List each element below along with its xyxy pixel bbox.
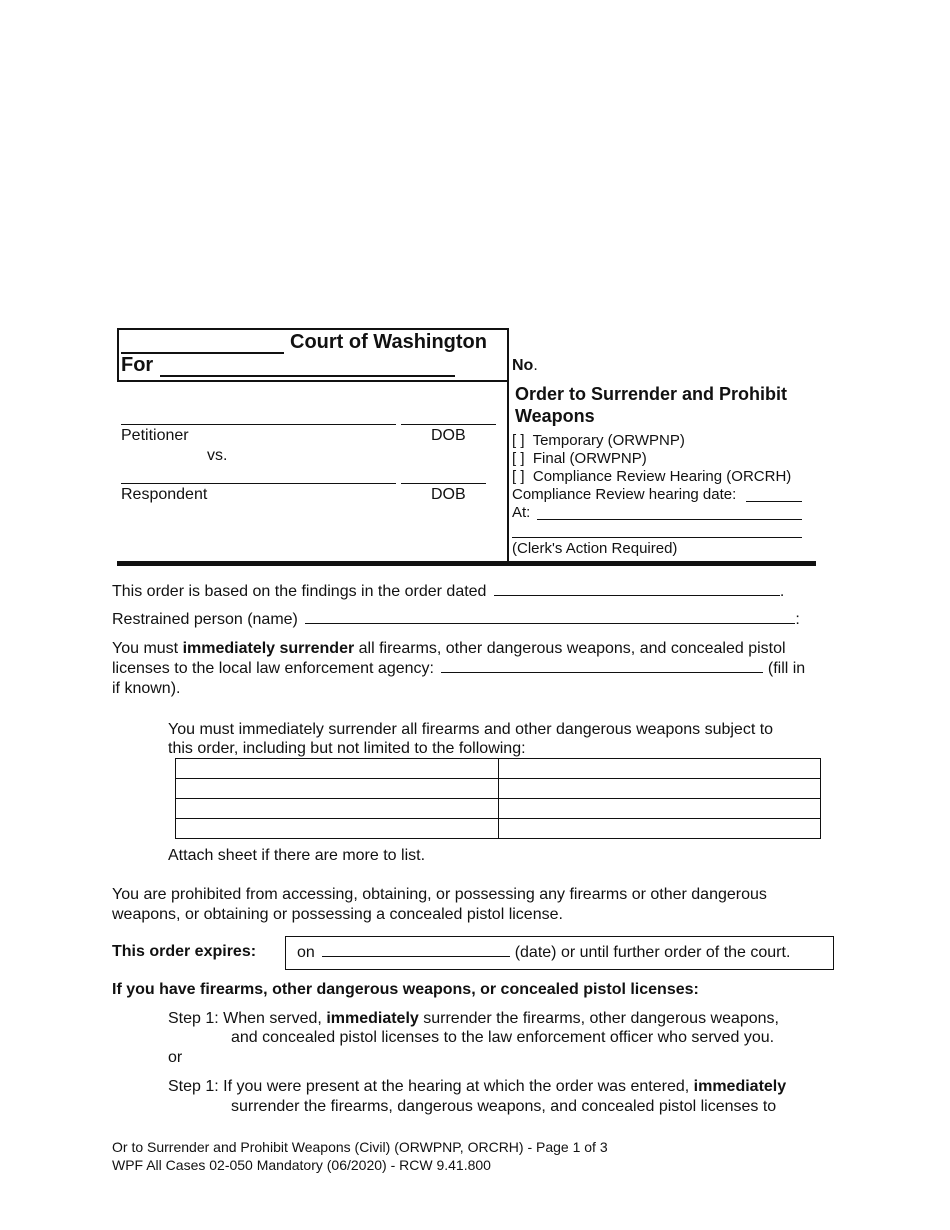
expires-rest: (date) or until further order of the court. xyxy=(514,944,791,961)
expires-row xyxy=(297,943,790,963)
option-final[interactable] xyxy=(512,450,647,467)
weapon-cell[interactable] xyxy=(176,779,499,799)
petitioner-name-blank[interactable] xyxy=(121,424,396,425)
weapon-cell[interactable] xyxy=(498,799,821,819)
surrender-fill: (fill in xyxy=(767,660,806,677)
checkbox-compliance[interactable]: [ ] xyxy=(512,468,525,485)
step1b-line2: surrender the firearms, dangerous weapons, and concealed pistol licenses to xyxy=(231,1098,777,1115)
checkbox-temporary[interactable]: [ ] xyxy=(512,432,525,449)
order-title-line1: Order to Surrender and Prohibit xyxy=(515,384,788,404)
findings-end: . xyxy=(779,583,785,600)
list-intro-1: You must immediately surrender all firearms and other dangerous weapons subject to xyxy=(168,721,774,738)
footer-line2: WPF All Cases 02-050 Mandatory (06/2020) - RCW 9.41.800 xyxy=(112,1157,491,1173)
restrained-label: Restrained person (name) xyxy=(112,611,298,628)
surrender-prefix: You must xyxy=(112,640,179,657)
weapon-cell[interactable] xyxy=(176,759,499,779)
expires-on: on xyxy=(297,944,315,961)
table-row xyxy=(176,779,821,799)
respondent-label: Respondent xyxy=(121,486,208,503)
step1b-line1 xyxy=(168,1077,786,1097)
table-row xyxy=(176,819,821,839)
option-temporary-label: Temporary (ORWPNP) xyxy=(532,432,685,449)
vs-label: vs. xyxy=(207,447,228,464)
step1a-line2: and concealed pistol licenses to the law enforcement officer who served you. xyxy=(231,1029,775,1046)
weapon-cell[interactable] xyxy=(498,819,821,839)
weapon-cell[interactable] xyxy=(498,779,821,799)
at-location-blank-2[interactable] xyxy=(512,537,802,538)
no-label: No xyxy=(512,357,534,374)
list-intro-2: this order, including but not limited to the following: xyxy=(168,740,526,757)
surrender-line1 xyxy=(112,639,786,659)
checkbox-final[interactable]: [ ] xyxy=(512,450,525,467)
petitioner-dob-blank[interactable] xyxy=(401,424,496,425)
footer-line1: Or to Surrender and Prohibit Weapons (Civil) (ORWPNP, ORCRH) - Page 1 of 3 xyxy=(112,1139,608,1155)
no-period: . xyxy=(533,357,538,374)
findings-row xyxy=(112,582,784,602)
surrender-line2 xyxy=(112,659,805,679)
weapons-table xyxy=(175,758,821,839)
clerk-note: (Clerk's Action Required) xyxy=(512,540,678,557)
expires-date-blank[interactable] xyxy=(322,956,510,957)
step1a-line1 xyxy=(168,1009,779,1029)
petitioner-label: Petitioner xyxy=(121,427,189,444)
compliance-date-blank[interactable] xyxy=(746,501,802,502)
option-compliance[interactable] xyxy=(512,468,791,485)
surrender-bold: immediately surrender xyxy=(182,640,355,657)
step1a-rest: surrender the firearms, other dangerous weapons, xyxy=(423,1010,779,1027)
option-final-label: Final (ORWPNP) xyxy=(532,450,647,467)
table-row xyxy=(176,759,821,779)
prohibited-1: You are prohibited from accessing, obtaining, or possessing any firearms or other dangerous xyxy=(112,886,767,903)
or-label: or xyxy=(168,1049,183,1066)
case-number-label xyxy=(512,357,538,375)
at-location-blank[interactable] xyxy=(537,519,802,520)
attach-note: Attach sheet if there are more to list. xyxy=(168,847,426,864)
for-label: For xyxy=(121,354,154,376)
step1a-bold: immediately xyxy=(326,1010,419,1027)
surrender-rest: all firearms, other dangerous weapons, and concealed pistol xyxy=(358,640,786,657)
caption-divider xyxy=(507,328,509,562)
petitioner-dob-label: DOB xyxy=(431,427,466,444)
compliance-date-label: Compliance Review hearing date: xyxy=(512,486,737,503)
if-you-have-heading: If you have firearms, other dangerous weapons, or concealed pistol licenses: xyxy=(112,981,699,998)
caption-bottom-rule xyxy=(117,561,816,566)
weapon-cell[interactable] xyxy=(498,759,821,779)
surrender-line3: if known). xyxy=(112,680,181,697)
court-title: Court of Washington xyxy=(290,331,487,353)
respondent-dob-blank[interactable] xyxy=(401,483,486,484)
respondent-name-blank[interactable] xyxy=(121,483,396,484)
step1b-bold: immediately xyxy=(693,1078,787,1095)
weapon-cell[interactable] xyxy=(176,819,499,839)
option-compliance-label: Compliance Review Hearing (ORCRH) xyxy=(532,468,792,485)
step1b-prefix: Step 1: If you were present at the hearing at which the order was entered, xyxy=(168,1078,690,1095)
prohibited-2: weapons, or obtaining or possessing a concealed pistol license. xyxy=(112,906,563,923)
for-county-blank[interactable] xyxy=(160,375,455,377)
option-temporary[interactable] xyxy=(512,432,685,449)
order-title-line2: Weapons xyxy=(515,406,595,426)
restrained-end: : xyxy=(795,611,800,628)
agency-blank[interactable] xyxy=(441,672,763,673)
restrained-row xyxy=(112,610,800,630)
expires-label: This order expires: xyxy=(112,943,257,960)
at-label: At: xyxy=(512,504,531,521)
findings-text: This order is based on the findings in the order dated xyxy=(112,583,487,600)
weapon-cell[interactable] xyxy=(176,799,499,819)
findings-date-blank[interactable] xyxy=(494,595,780,596)
respondent-dob-label: DOB xyxy=(431,486,466,503)
step1a-prefix: Step 1: When served, xyxy=(168,1010,322,1027)
restrained-name-blank[interactable] xyxy=(305,623,795,624)
table-row xyxy=(176,799,821,819)
surrender-line2-text: licenses to the local law enforcement agency: xyxy=(112,660,434,677)
